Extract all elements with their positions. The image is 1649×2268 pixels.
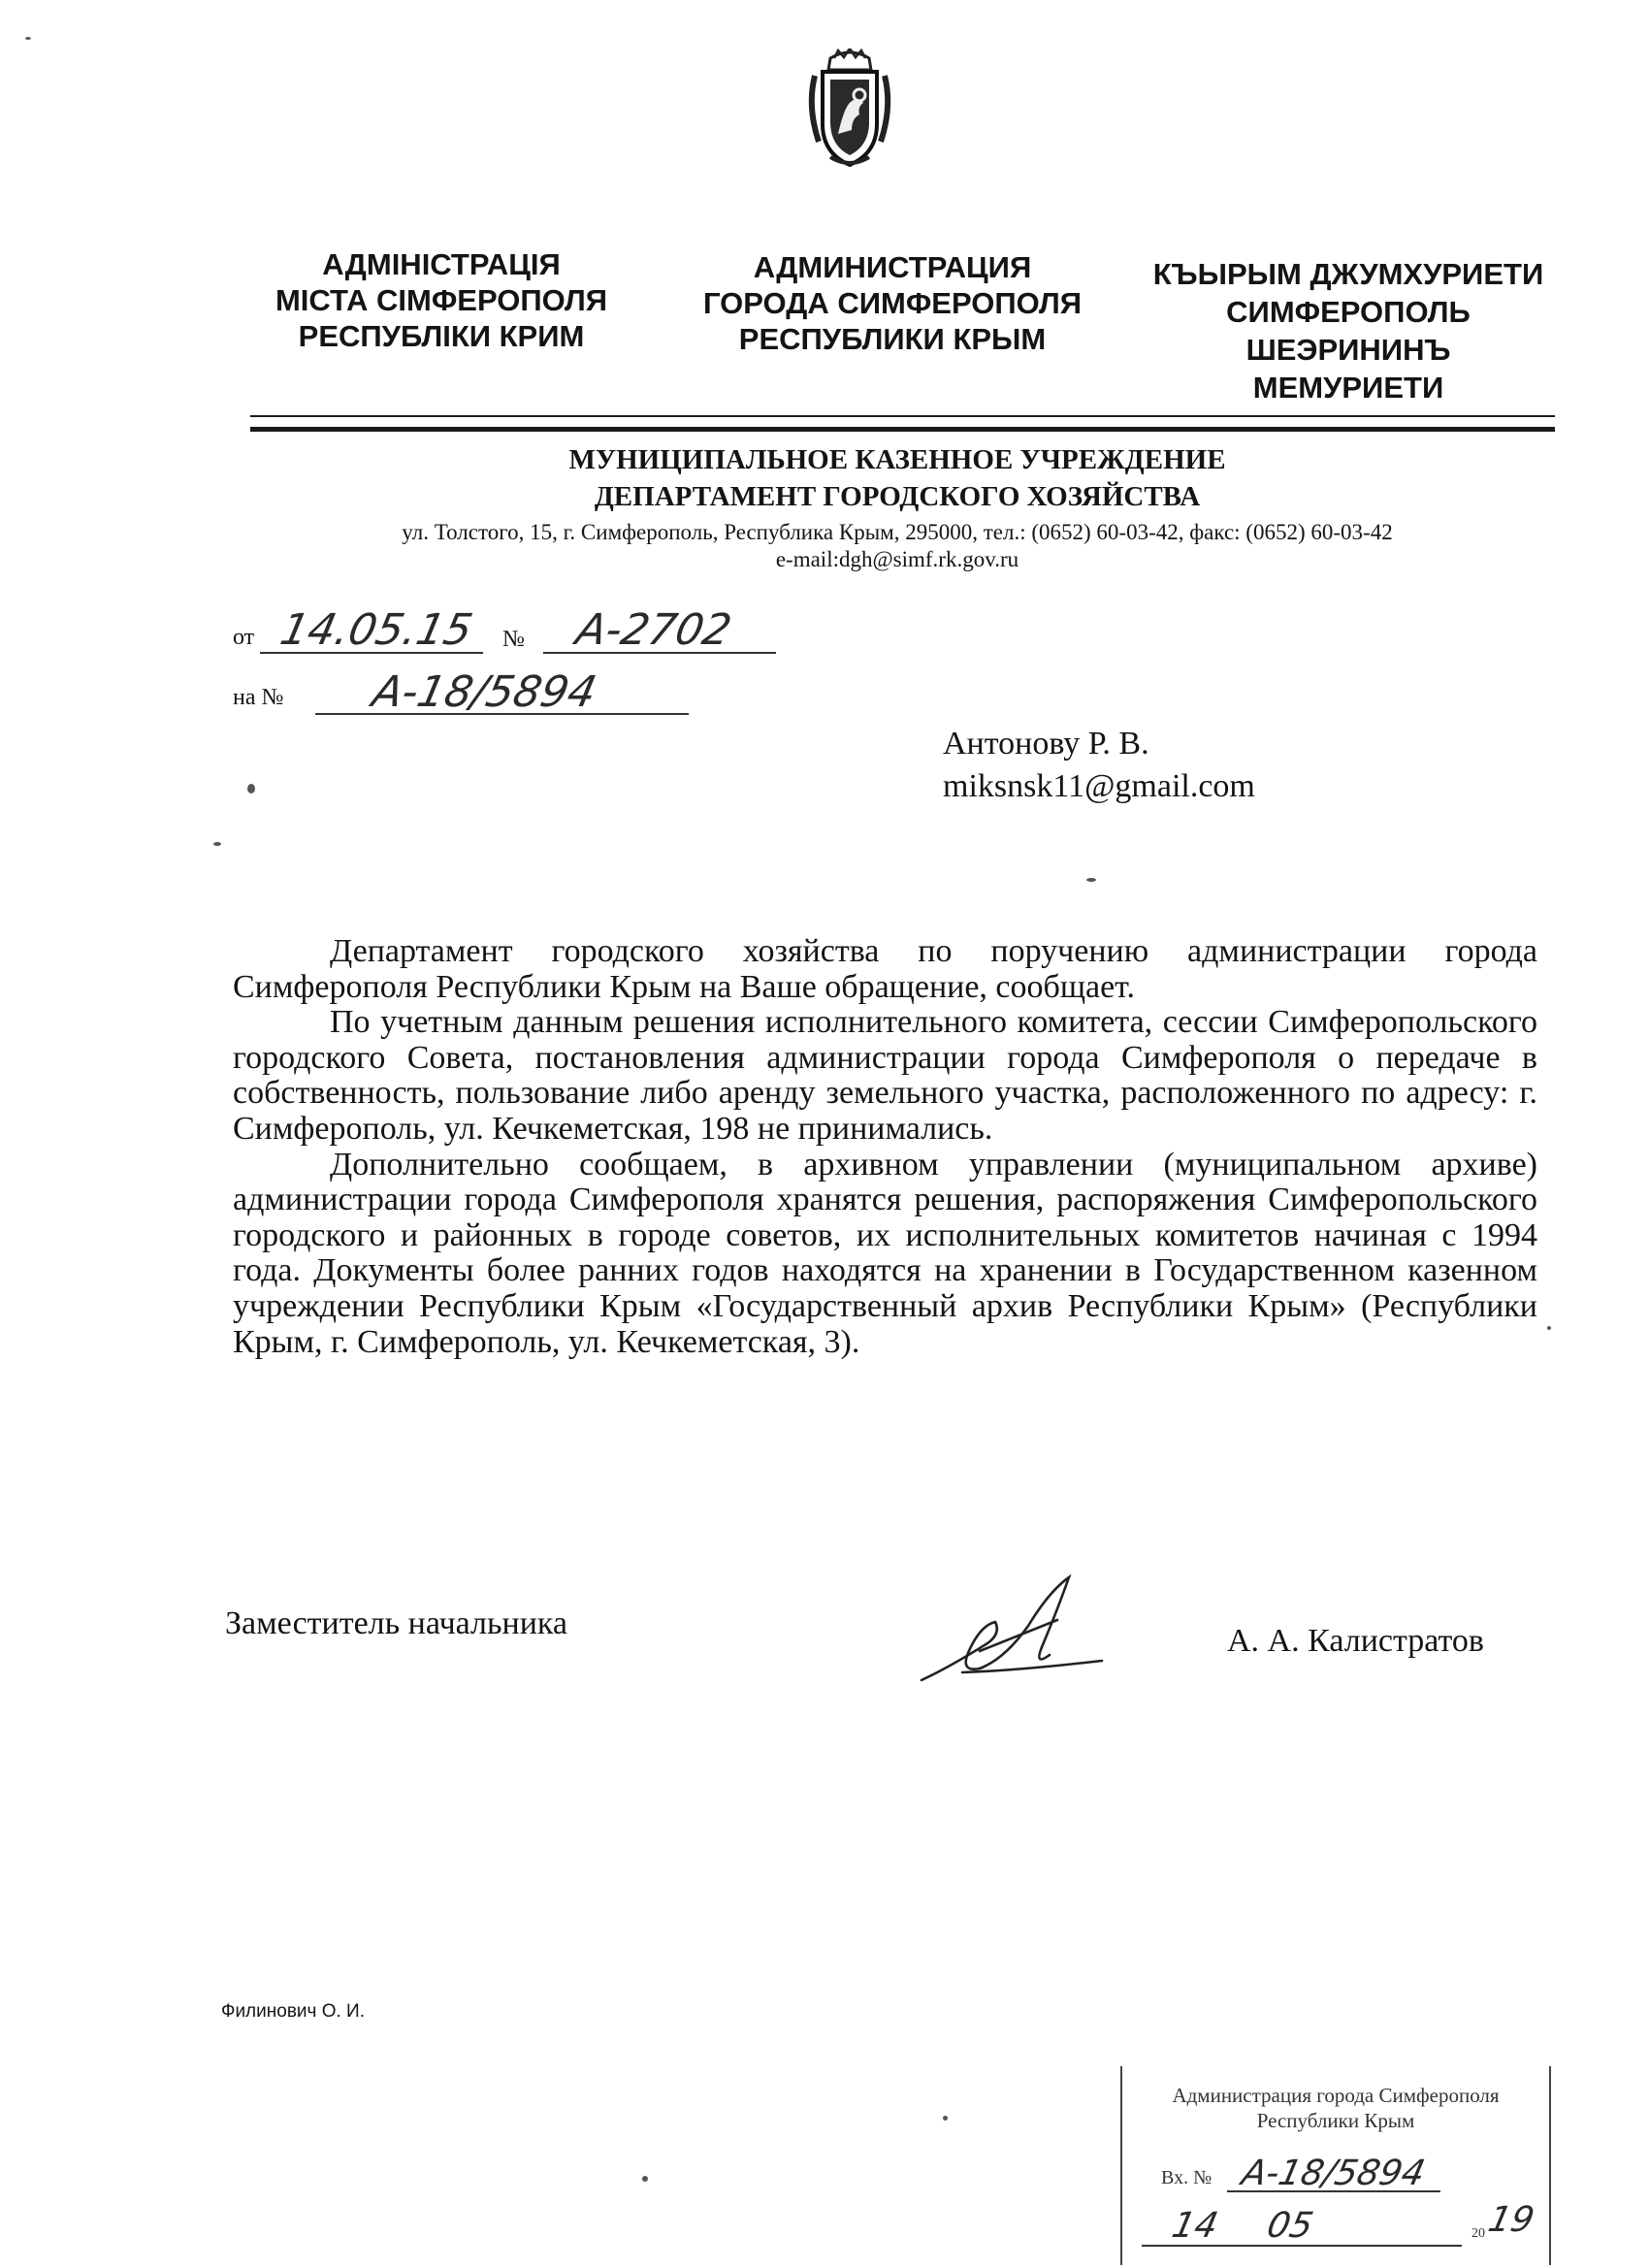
- outgoing-number: А-2702: [571, 605, 736, 655]
- outgoing-date: 14.05.15: [275, 605, 477, 655]
- organization-line: ДЕПАРТАМЕНТ ГОРОДСКОГО ХОЗЯЙСТВА: [594, 481, 1201, 512]
- incoming-registration-stamp: [1120, 2066, 1551, 2265]
- scan-speck: [1086, 878, 1096, 882]
- crimea-coat-of-arms-icon: [801, 49, 898, 169]
- scan-speck: [213, 842, 221, 846]
- header-ru-line: ГОРОДА СИМФЕРОПОЛЯ: [703, 286, 1082, 320]
- executor-name: Филинович О. И.: [221, 2001, 365, 2022]
- body-paragraph: Департамент городского хозяйства по поручению администрации города Симферополя Республики Крым на Ваше обращение, сообщает.: [233, 933, 1537, 1005]
- from-label: от: [233, 625, 255, 650]
- scan-speck: [25, 37, 31, 40]
- organization-email: e-mail:dgh@simf.rk.gov.ru: [775, 547, 1019, 571]
- organization-address: ул. Толстого, 15, г. Симферополь, Республика Крым, 295000, тел.: (0652) 60-03-42, факс: (0652) 60-03-42: [402, 520, 1393, 544]
- stamp-month: 05: [1263, 2206, 1317, 2246]
- header-ukrainian: [247, 246, 635, 354]
- header-crh-line: КЪЫРЫМ ДЖУМХУРИЕТИ: [1152, 257, 1544, 291]
- header-crh-line: МЕМУРИЕТИ: [1252, 371, 1444, 405]
- header-ru-line: АДМИНИСТРАЦИЯ: [753, 250, 1032, 284]
- letter-body: [233, 934, 1537, 1360]
- header-crh-line: ШЕЭРИНИНЪ: [1245, 333, 1451, 367]
- recipient-email: miksnsk11@gmail.com: [943, 768, 1255, 804]
- organization-name: [388, 441, 1406, 515]
- recipient-block: [943, 723, 1255, 808]
- header-divider-thick: [250, 427, 1555, 432]
- stamp-number: А-18/5894: [1238, 2154, 1429, 2193]
- stamp-number-label: Вх. №: [1161, 2167, 1212, 2188]
- body-paragraph: Дополнительно сообщаем, в архивном управлении (муниципальном архиве) администрации города Симферополя хранятся решения, распоряжения Симферопольского городского и районных в городе советов, их исполнительных комитетов начиная с 1994 года. Документы более ранних годов находятся на хранении в Государственном казенном учреждении Республики Крым «Государственный архив Республики Крым» (Республики Крым, г. Симферополь, ул. Кечкеметская, 3).: [233, 1146, 1537, 1360]
- header-crimean-tatar: [1140, 255, 1557, 406]
- handwritten-signature: [912, 1571, 1116, 1698]
- stamp-organization-line: Республики Крым: [1256, 2109, 1415, 2132]
- stamp-year-prefix: 20: [1471, 2226, 1485, 2241]
- stamp-day: 14: [1168, 2206, 1222, 2246]
- signatory-title: Заместитель начальника: [225, 1605, 568, 1641]
- stamp-organization-line: Администрация города Симферополя: [1172, 2084, 1500, 2107]
- organization-line: МУНИЦИПАЛЬНОЕ КАЗЕННОЕ УЧРЕЖДЕНИЕ: [568, 444, 1226, 475]
- header-divider-thin: [250, 415, 1555, 417]
- stamp-year: 19: [1484, 2200, 1538, 2240]
- scan-speck: [642, 2176, 648, 2182]
- reference-number: А-18/5894: [368, 667, 601, 717]
- body-paragraph: По учетным данным решения исполнительного комитета, сессии Симферопольского городского Совета, постановления администрации города Симферополя о передаче в собственность, пользование либо аренду земельного участка, расположенного по адресу: г. Симферополь, ул. Кечкеметская, 198 не принимались.: [233, 1004, 1537, 1147]
- header-ua-line: АДМІНІСТРАЦІЯ: [322, 247, 561, 281]
- reference-label: на №: [233, 685, 284, 710]
- scan-speck: [247, 784, 255, 794]
- header-ua-line: МІСТА СІМФЕРОПОЛЯ: [275, 283, 608, 317]
- organization-contacts: [272, 519, 1523, 573]
- header-ru-line: РЕСПУБЛИКИ КРЫМ: [738, 322, 1047, 356]
- header-crh-line: СИМФЕРОПОЛЬ: [1226, 295, 1471, 329]
- recipient-name: Антонову Р. В.: [943, 726, 1149, 761]
- signatory-name: А. А. Калистратов: [1227, 1623, 1484, 1659]
- number-label: №: [502, 627, 525, 652]
- header-russian: [679, 249, 1106, 357]
- scan-speck: [943, 2116, 948, 2121]
- scan-speck: [1547, 1326, 1551, 1330]
- header-ua-line: РЕСПУБЛІКИ КРИМ: [298, 319, 585, 353]
